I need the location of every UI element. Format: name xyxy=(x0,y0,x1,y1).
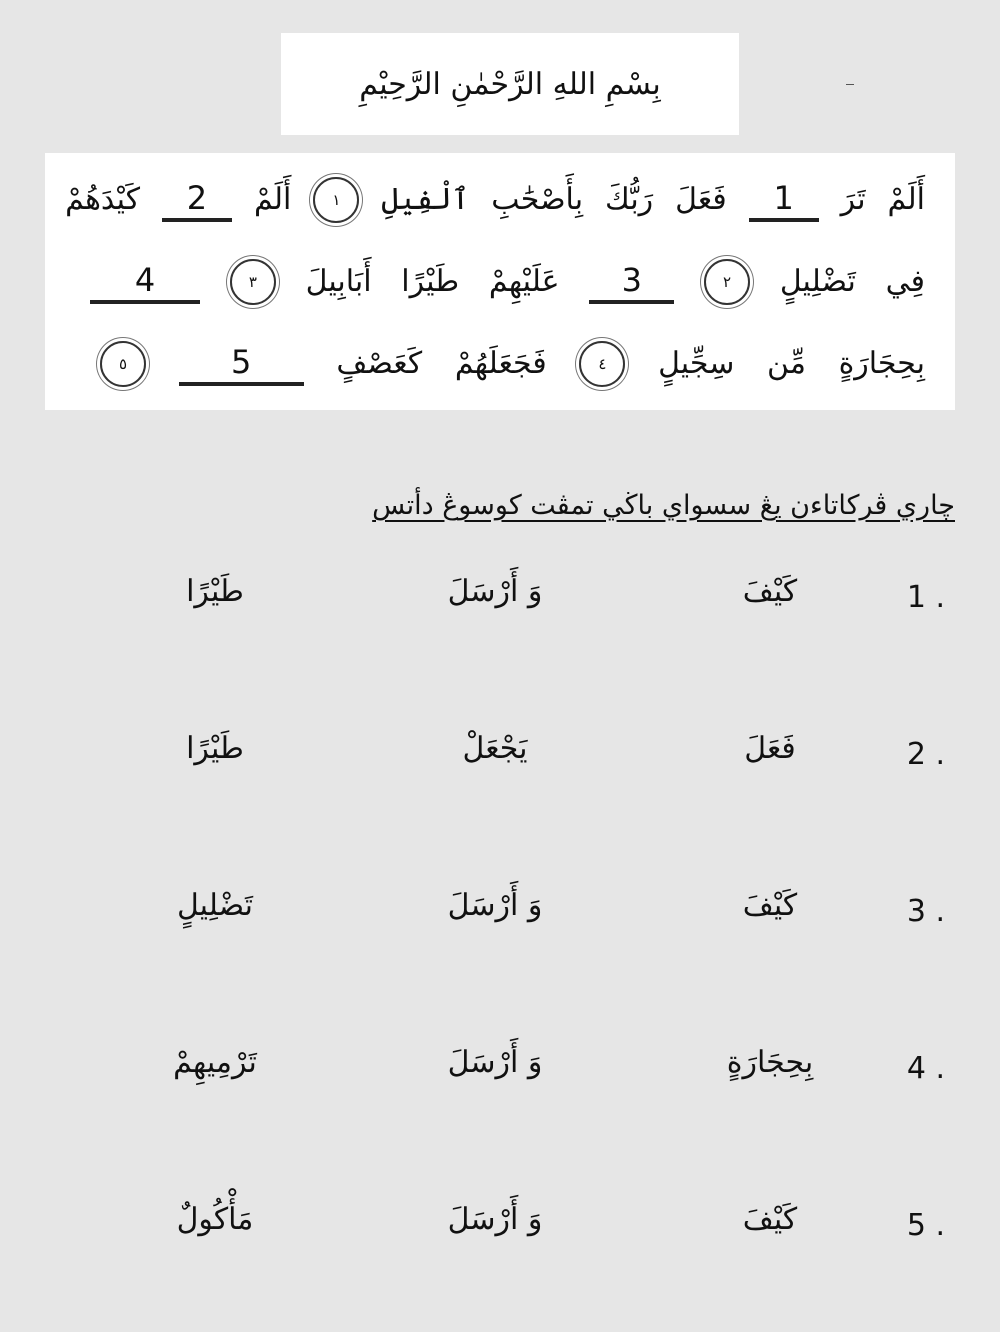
blank-1[interactable]: 1 xyxy=(749,178,819,222)
ayah-marker-icon: ٥ xyxy=(100,341,146,387)
ayah-marker-icon: ١ xyxy=(313,177,359,223)
word: طَيْرًا xyxy=(401,264,460,299)
option[interactable]: وَ أَرْسَلَ xyxy=(447,1045,543,1080)
question-number: 5 . xyxy=(906,1208,945,1243)
question-row xyxy=(0,1041,1000,1101)
option[interactable]: يَجْعَلْ xyxy=(462,731,528,766)
option[interactable]: كَيْفَ xyxy=(742,574,798,609)
option[interactable]: طَيْرًا xyxy=(186,574,244,609)
bismillah-calligraphy: بِسْمِ اللهِ الرَّحْمٰنِ الرَّحِيْمِ xyxy=(281,33,739,135)
blank-5[interactable]: 5 xyxy=(179,342,304,386)
word: كَعَصْفٍ xyxy=(336,346,423,381)
option[interactable]: مَأْكُولٌ xyxy=(176,1202,254,1237)
question-row xyxy=(0,1198,1000,1258)
verse-line-3 xyxy=(100,329,925,399)
option[interactable]: تَرْمِيهِمْ xyxy=(173,1045,257,1080)
word: فِي xyxy=(885,264,925,299)
question-row xyxy=(0,884,1000,944)
question-number: 4 . xyxy=(906,1051,945,1086)
option[interactable]: كَيْفَ xyxy=(742,1202,798,1237)
ayah-marker-icon: ٤ xyxy=(579,341,625,387)
word: مِّن xyxy=(767,346,806,381)
verse-line-2 xyxy=(90,247,925,317)
word: فَجَعَلَهُمْ xyxy=(454,346,547,381)
instruction-heading: چاري ڤركاتاءن يڠ سسواي باڬي تمڤت كوسوڠ دأتس xyxy=(372,490,955,521)
question-row xyxy=(0,727,1000,787)
option[interactable]: تَضْلِيلٍ xyxy=(176,888,254,923)
verse-line-1 xyxy=(65,165,925,235)
ayah-marker-icon: ٣ xyxy=(230,259,276,305)
option[interactable]: وَ أَرْسَلَ xyxy=(447,1202,543,1237)
word: أَلَمْ xyxy=(887,182,925,217)
option[interactable]: كَيْفَ xyxy=(742,888,798,923)
word: كَيْدَهُمْ xyxy=(65,182,140,217)
word: تَرَ xyxy=(840,182,866,217)
word: أَلَمْ xyxy=(253,182,292,217)
question-row xyxy=(0,570,1000,630)
word: فَعَلَ xyxy=(675,182,727,217)
option[interactable]: وَ أَرْسَلَ xyxy=(447,574,543,609)
option[interactable]: فَعَلَ xyxy=(744,731,796,766)
ayah-marker-icon: ٢ xyxy=(704,259,750,305)
blank-4[interactable]: 4 xyxy=(90,260,200,304)
word: أَبَابِيلَ xyxy=(305,264,372,299)
option[interactable]: طَيْرًا xyxy=(186,731,244,766)
word: رَبُّكَ xyxy=(605,182,654,217)
word: تَضْلِيلٍ xyxy=(779,264,856,299)
word: ٱلْفِيلِ xyxy=(381,182,470,217)
word: بِحِجَارَةٍ xyxy=(838,346,925,381)
verse-box xyxy=(45,153,955,410)
decorative-dash xyxy=(846,84,854,85)
word: بِأَصْحَٰبِ xyxy=(491,182,584,217)
word: سِجِّيلٍ xyxy=(658,346,735,381)
question-number: 2 . xyxy=(906,737,945,772)
word: عَلَيْهِمْ xyxy=(488,264,560,299)
blank-2[interactable]: 2 xyxy=(162,178,232,222)
option[interactable]: بِحِجَارَةٍ xyxy=(726,1045,814,1080)
option[interactable]: وَ أَرْسَلَ xyxy=(447,888,543,923)
question-number: 3 . xyxy=(906,894,945,929)
blank-3[interactable]: 3 xyxy=(589,260,674,304)
question-number: 1 . xyxy=(906,580,945,615)
